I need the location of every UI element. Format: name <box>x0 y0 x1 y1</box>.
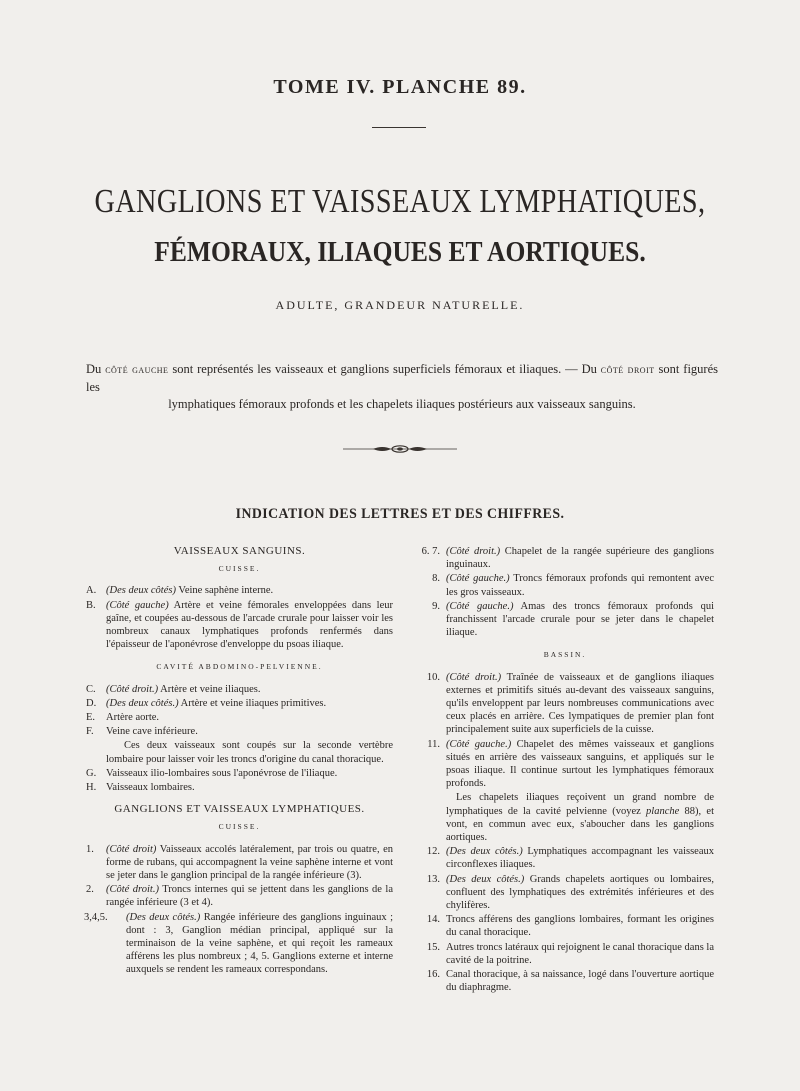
legend-entry-G <box>86 767 393 780</box>
note-text: Les chapelets iliaques reçoivent un grand nombre de lymphatiques de la cavité pelvienne (voyez <box>446 792 714 817</box>
legend-entry-16 <box>416 968 714 994</box>
legend-entry-3-4-5 <box>86 911 393 977</box>
legend-entry-E <box>86 711 393 724</box>
legend-key: 16. <box>426 969 440 981</box>
legend-side: (Côté gauche.) <box>446 573 510 585</box>
intro-text: sont figurés les <box>86 362 719 394</box>
legend-key: E. <box>86 712 96 724</box>
legend-text: Vaisseaux accolés latéralement, par trois ou quatre, en forme de rubans, qui accompagnent la veine saphène interne et vont se jeter dans le ganglion principal de la rangée inférieure (3). <box>106 843 393 882</box>
legend-side: (Côté droit.) <box>446 546 501 557</box>
legend-side: (Côté droit) <box>106 843 157 855</box>
legend-text: Veine saphène interne. <box>175 585 274 597</box>
legend-entry-15 <box>416 941 714 967</box>
legend-text: Veine cave inférieure. <box>106 726 198 738</box>
subheading-bassin: BASSIN. <box>543 650 587 660</box>
legend-key: 14. <box>426 914 440 926</box>
page-title-line-1: GANGLIONS ET VAISSEAUX LYMPHATIQUES, <box>94 183 706 220</box>
intro-small-caps: côté gauche <box>105 364 169 376</box>
legend-side: (Côté droit.) <box>106 683 159 695</box>
legend-note <box>416 791 714 844</box>
legend-key: C. <box>86 683 96 695</box>
subheading-cuisse: CUISSE. <box>218 822 261 832</box>
legend-side: (Des deux côtés.) <box>446 873 525 885</box>
intro-text: Du <box>86 362 106 376</box>
legend-side: (Côté gauche.) <box>446 738 512 750</box>
intro-line-1 <box>86 361 718 396</box>
legend-entry-6-7 <box>416 545 714 571</box>
legend-key: 12. <box>426 846 440 858</box>
page-subtitle: ADULTE, GRANDEUR NATURELLE. <box>275 298 525 312</box>
legend-key: B. <box>86 599 96 611</box>
legend-key: G. <box>86 767 97 779</box>
heading-vaisseaux-sanguins: VAISSEAUX SANGUINS. <box>173 545 306 557</box>
legend-entry-8 <box>416 572 714 598</box>
legend-text: Grands chapelets aortiques ou lombaires, confluent des lymphatiques des extrémités inférieures et des chylifères. <box>446 873 714 912</box>
legend-side: (Des deux côtés.) <box>126 911 201 923</box>
legend-note: Ces deux vaisseaux sont coupés sur la seconde vertèbre lombaire pour laisser voir les troncs d'origine du canal thoracique. <box>106 740 393 765</box>
legend-text: Artère et veine fémorales enveloppées dans leur gaîne, et coupées au-dessous de l'arcade crurale pour laisser voir les nombreux canaux lymphatiques profonds renfermés dans l'épaisseur de l'aponévrose d'enveloppe du psoas iliaque. <box>106 599 393 651</box>
legend-text: Vaisseaux lombaires. <box>106 782 195 794</box>
legend-entry-B <box>86 599 393 652</box>
legend-text: Artère aorte. <box>106 712 160 724</box>
legend-side: (Côté gauche) <box>106 599 169 611</box>
legend-side: (Des deux côtés) <box>106 585 176 597</box>
subheading-cuisse: CUISSE. <box>218 564 261 574</box>
legend-key: 2. <box>86 884 94 896</box>
legend-text: Vaisseaux ilio-lombaires sous l'aponévrose de l'iliaque. <box>106 767 338 779</box>
note-text: 88), et vont, en commun avec eux, s'aboucher dans les ganglions aortiques. <box>446 805 715 844</box>
legend-text: Lymphatiques accompagnant les vaisseaux circonflexes iliaques. <box>446 846 714 871</box>
legend-key: D. <box>86 697 97 709</box>
legend-entry-1 <box>86 843 393 883</box>
legend-side: (Côté droit.) <box>446 671 502 683</box>
legend-entry-14 <box>416 913 714 939</box>
legend-entry-10 <box>416 671 714 737</box>
legend-key: H. <box>86 782 97 794</box>
legend-text: Autres troncs latéraux qui rejoignent le canal thoracique dans la cavité de la poitrine. <box>446 941 714 966</box>
legend-entry-13 <box>416 873 714 913</box>
legend-text: Troncs afférens des ganglions lombaires, formant les origines du canal thoracique. <box>446 914 714 939</box>
legend-side: (Des deux côtés.) <box>446 846 523 858</box>
legend-entry-12 <box>416 845 714 871</box>
intro-line-2: lymphatiques fémoraux profonds et les chapelets iliaques postérieurs aux vaisseaux sanguins. <box>168 397 636 411</box>
legend-key: 1. <box>86 843 94 855</box>
legend-key: A. <box>86 585 97 597</box>
legend-text: Rangée inférieure des ganglions inguinaux ; dont : 3, Ganglion médian principal, appliqué sur la terminaison de la veine saphène, et qui reçoit les rameaux afférens les plus nombreux ; 4, 5. Ganglions externe et interne auxquels se rendent les rameaux correspondans. <box>126 911 393 976</box>
legend-key: 3,4,5. <box>84 911 108 923</box>
intro-paragraph <box>86 361 718 413</box>
legend-key: 10. <box>426 671 440 683</box>
legend-entry-2 <box>86 883 393 909</box>
legend-side: (Côté gauche.) <box>446 600 514 612</box>
legend-entry-11 <box>416 738 714 791</box>
page-title-line-2: FÉMORAUX, ILIAQUES ET AORTIQUES. <box>154 236 646 268</box>
legend-key: F. <box>86 726 94 738</box>
legend-text: Artère et veine iliaques primitives. <box>178 697 327 709</box>
legend-key: 13. <box>426 873 440 885</box>
legend-text: Artère et veine iliaques. <box>158 683 261 695</box>
legend-text: Troncs fémoraux profonds qui remontent avec les gros vaisseaux. <box>446 573 714 598</box>
legend-key: 6. 7. <box>421 546 440 557</box>
legend-side: (Des deux côtés.) <box>106 697 179 709</box>
intro-text: sont représentés les vaisseaux et ganglions superficiels fémoraux et iliaques. — Du <box>168 362 601 376</box>
intro-small-caps: côté droit <box>600 364 655 376</box>
note-italic: planche <box>646 805 680 817</box>
legend-key: 15. <box>426 941 440 953</box>
legend-side: (Côté droit.) <box>106 884 159 896</box>
legend-text: Traînée de vaisseaux et de ganglions iliaques externes et primitifs situés au-devant des vaisseaux sanguins, qu'ils enveloppent par leurs nombreuses communications avec ceux placés en arrière. Ces lympatiques de premier plan font principalement suite aux superficiels de la cuisse. <box>446 671 714 736</box>
short-rule <box>372 127 426 128</box>
legend-text: Canal thoracique, à sa naissance, logé dans l'ouverture aortique du diaphragme. <box>446 969 714 994</box>
legend-text: Chapelet des mêmes vaisseaux et ganglions situés en arrière des vaisseaux sanguins, et appliqués sur le psoas iliaque. Il continue surtout les lymphatiques fémoraux profonds. <box>446 738 714 790</box>
legend-left-column <box>86 545 393 978</box>
legend-entry-A <box>86 584 393 597</box>
legend-key: 9. <box>432 600 440 612</box>
legend-key: 11. <box>427 738 440 750</box>
section-title: INDICATION DES LETTRES ET DES CHIFFRES. <box>235 506 565 522</box>
legend-text: Troncs internes qui se jettent dans les ganglions de la rangée inférieure (3 et 4). <box>106 884 393 909</box>
legend-entry-D <box>86 697 393 710</box>
legend-entry-C <box>86 683 393 696</box>
ornament-divider <box>343 444 457 454</box>
legend-entry-F <box>86 725 393 738</box>
heading-ganglions: GANGLIONS ET VAISSEAUX LYMPHATIQUES. <box>114 803 365 816</box>
legend-entry-H <box>86 781 393 794</box>
subheading-cavite: CAVITÉ ABDOMINO-PELVIENNE. <box>156 662 323 672</box>
plate-number: TOME IV. PLANCHE 89. <box>273 76 527 98</box>
legend-text: Chapelet de la rangée supérieure des ganglions inguinaux. <box>446 546 715 571</box>
legend-key: 8. <box>432 573 440 585</box>
legend-right-column <box>416 545 714 996</box>
legend-text: Amas des troncs fémoraux profonds qui franchissent l'arcade crurale pour se jeter dans le chapelet iliaque. <box>446 600 714 639</box>
legend-entry-9 <box>416 600 714 640</box>
